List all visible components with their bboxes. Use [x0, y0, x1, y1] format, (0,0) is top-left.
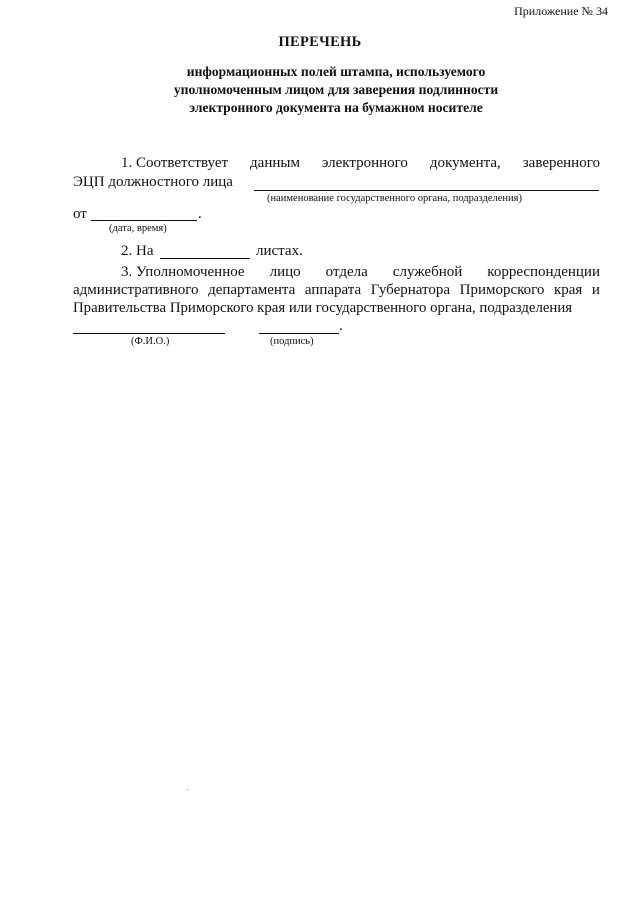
item1-word: электронного: [321, 155, 408, 171]
document-subtitle: [0, 63, 640, 117]
organization-name-field[interactable]: [254, 190, 599, 191]
date-caption: (дата, время): [109, 223, 167, 234]
signature-caption: (подпись): [270, 336, 314, 347]
item3-word: служебной: [392, 264, 463, 280]
document-title: ПЕРЕЧЕНЬ: [278, 34, 362, 50]
subtitle-line: электронного документа на бумажном носителе: [189, 100, 483, 115]
item3-line2: [73, 282, 600, 299]
subtitle-line: уполномоченным лицом для заверения подлинности: [173, 82, 499, 97]
item1-word: данным: [250, 155, 300, 171]
subtitle-line: информационных полей штампа, используемого: [186, 64, 486, 79]
item3-word: 3. Уполномоченное: [121, 264, 245, 280]
fio-field[interactable]: [73, 333, 225, 334]
item2-prefix: 2. На: [121, 243, 154, 259]
organization-caption: (наименование государственного органа, подразделения): [267, 193, 522, 204]
item1-line1: [121, 155, 600, 172]
item1-word: заверенного: [522, 155, 600, 171]
fio-caption: (Ф.И.О.): [131, 336, 170, 347]
sheets-count-field[interactable]: [160, 258, 250, 259]
item3-word: департамента: [208, 282, 296, 298]
item1-word: документа,: [429, 155, 501, 171]
item3-word: лицо: [269, 264, 301, 280]
appendix-label: Приложение № 34: [514, 4, 608, 18]
item3-word: отдела: [325, 264, 368, 280]
item3-word: корреспонденции: [487, 264, 600, 280]
from-label: от: [73, 206, 87, 222]
item1-line2: ЭЦП должностного лица: [73, 174, 233, 190]
item1-word: 1. Соответствует: [121, 155, 229, 171]
item3-word: Губернатора: [370, 282, 451, 298]
item3-word: края: [553, 282, 583, 298]
item3-line3: Правительства Приморского края или государственного органа, подразделения: [73, 300, 573, 316]
signature-period: .: [339, 318, 343, 334]
date-period: .: [198, 206, 202, 222]
item2-suffix: листах.: [256, 243, 303, 259]
item3-word: административного: [73, 282, 199, 298]
item3-word: аппарата: [304, 282, 362, 298]
item3-line1: [121, 264, 600, 281]
item3-word: Приморского: [459, 282, 545, 298]
date-time-field[interactable]: [91, 220, 197, 221]
scan-speck: [187, 789, 188, 790]
item3-word: и: [591, 282, 600, 298]
signature-field[interactable]: [259, 333, 339, 334]
